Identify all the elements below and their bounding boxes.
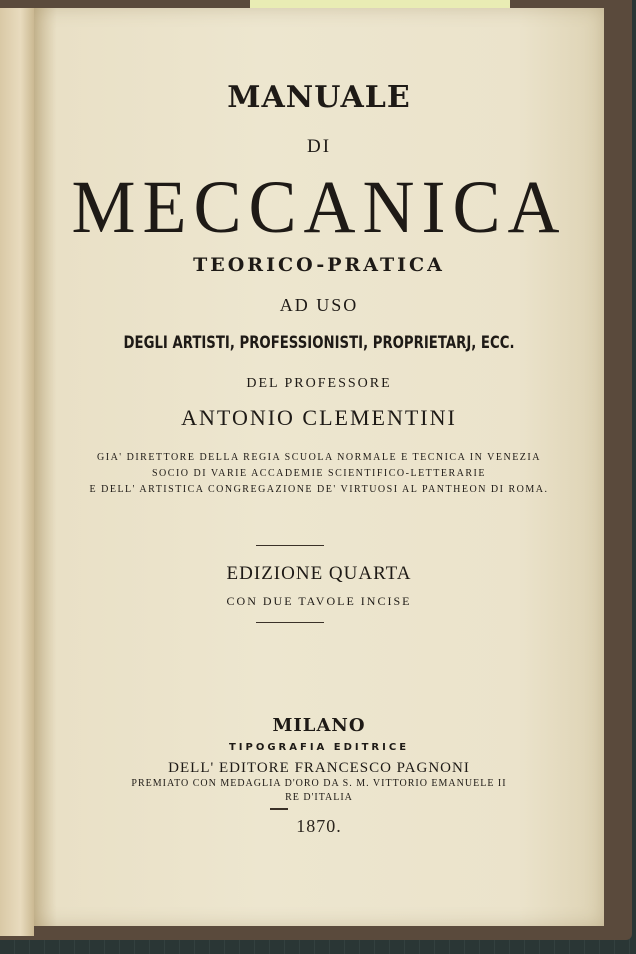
publication-year: 1870. [296,816,342,836]
imprint-award-2: RE D'ITALIA [285,792,353,803]
divider-top [256,545,324,546]
author-credential-2: SOCIO DI VARIE ACCADEMIE SCIENTIFICO-LETTERARIE [151,468,486,479]
imprint-award-1: PREMIATO CON MEDAGLIA D'ORO DA S. M. VITTORIO EMANUELE II [131,778,507,789]
imprint-printer: TIPOGRAFIA EDITRICE [228,742,410,753]
author-intro: DEL PROFESSORE [246,376,392,391]
left-page-edge [0,8,34,936]
subtitle: TEORICO-PRATICA [193,254,445,276]
divider-bottom [256,622,324,623]
audience-intro: AD USO [279,295,359,315]
divider-short [270,808,288,810]
author-credential-1: GIA' DIRETTORE DELLA REGIA SCUOLA NORMALE E TECNICA IN VENEZIA [97,452,541,463]
title-page [34,8,604,926]
main-title: MECCANICA [71,164,567,249]
imprint-publisher: DELL' EDITORE FRANCESCO PAGNONI [168,760,470,776]
title-line-manuale: MANUALE [227,80,411,115]
audience-line: DEGLI ARTISTI, PROFESSIONISTI, PROPRIETARJ, ECC. [123,333,515,353]
author-name: ANTONIO CLEMENTINI [181,405,457,430]
title-line-di: DI [306,136,332,157]
edition: EDIZIONE QUARTA [226,563,412,584]
author-credential-3: E DELL' ARTISTICA CONGREGAZIONE DE' VIRTUOSI AL PANTHEON DI ROMA. [89,484,549,495]
imprint-city: MILANO [272,715,366,736]
plates-note: CON DUE TAVOLE INCISE [226,594,412,608]
